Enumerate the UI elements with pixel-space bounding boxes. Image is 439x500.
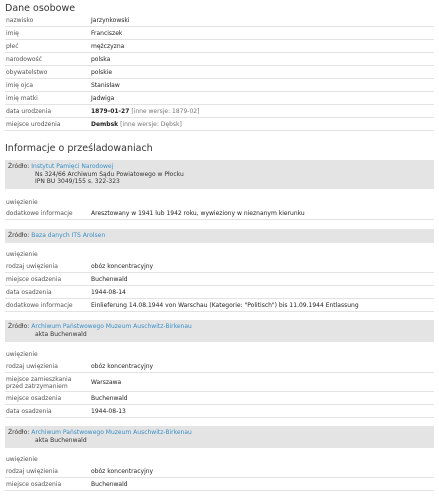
source-link[interactable]: Instytut Pamięci Narodowej	[31, 163, 114, 170]
section-label: uwięzienie	[6, 351, 38, 358]
personal-heading: Dane osobowe	[5, 3, 76, 14]
table-row: płeć mężczyzna	[5, 41, 434, 53]
source-line: Ns 324/66 Archiwum Sądu Powiatowego w Płocku	[35, 170, 184, 178]
source-box	[5, 320, 434, 342]
table-row: nazwisko Jarzynkowski	[5, 15, 434, 27]
source-label: Źródło:	[8, 232, 30, 239]
table-row: obywatelstwo polskie	[5, 67, 434, 79]
source-label: Źródło:	[8, 163, 30, 170]
table-row: rodzaj uwięzienia obóz koncentracyjny	[5, 361, 434, 373]
section-label: uwięzienie	[6, 251, 38, 258]
table-row: narodowość polska	[5, 54, 434, 66]
table-row: miejsce osadzenia Buchenwald	[5, 479, 434, 491]
table-row: miejsce urodzenia Dembsk [inne wersje: Dębsk]	[5, 119, 434, 131]
source-label: Źródło:	[8, 429, 30, 436]
section-label: uwięzienie	[6, 456, 38, 463]
table-row: rodzaj uwięzienia obóz koncentracyjny	[5, 261, 434, 273]
table-row: rodzaj uwięzienia obóz koncentracyjny	[5, 466, 434, 478]
table-row: imię matki Jadwiga	[5, 93, 434, 105]
source-link[interactable]: Archiwum Państwowego Muzeum Auschwitz-Birkenau	[31, 429, 192, 436]
source-label: Źródło:	[8, 323, 30, 330]
table-row: data osadzenia 1944-08-14	[5, 287, 434, 299]
source-box	[5, 160, 434, 189]
table-row: imię ojca Stanisław	[5, 80, 434, 92]
table-row: data osadzenia 1944-08-13	[5, 406, 434, 418]
persecution-heading: Informacje o prześladowaniach	[5, 143, 153, 154]
table-row: miejsce osadzenia Buchenwald	[5, 274, 434, 286]
table-row: dodatkowe informacje Aresztowany w 1941 lub 1942 roku, wywieziony w nieznanym kierunku	[5, 208, 434, 220]
table-row: dodatkowe informacje Einlieferung 14.08.1944 von Warschau (Kategorie: "Politisch") bis 11.09.1944 Entlassung	[5, 300, 434, 312]
table-row: imię Franciszek	[5, 28, 434, 40]
table-row: miejsce osadzenia Buchenwald	[5, 393, 434, 405]
source-line: akta Buchenwald	[35, 436, 87, 444]
source-line: IPN BU 3049/155 s. 322-323	[35, 178, 120, 185]
table-row: miejsce zamieszkania przed zatrzymaniem Warszawa	[5, 374, 434, 392]
source-box	[5, 426, 434, 448]
section-label: uwięzienie	[6, 199, 38, 206]
source-line: akta Buchenwald	[35, 330, 87, 338]
source-box	[5, 229, 434, 243]
source-link[interactable]: Archiwum Państwowego Muzeum Auschwitz-Birkenau	[31, 323, 192, 330]
source-link[interactable]: Baza danych ITS Arolsen	[31, 232, 106, 239]
table-row: data urodzenia 1879-01-27 [inne wersje: 1879-02]	[5, 106, 434, 118]
